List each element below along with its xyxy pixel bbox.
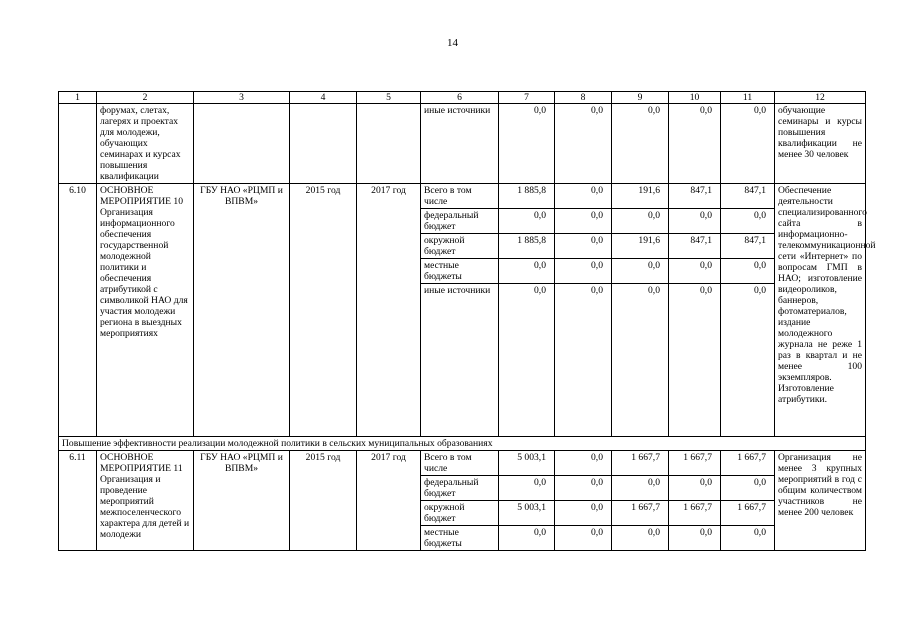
funding-value: 0,0 — [499, 526, 555, 551]
funding-value: 0,0 — [555, 501, 612, 526]
funding-value: 0,0 — [721, 526, 775, 551]
funding-value: 847,1 — [721, 234, 775, 259]
funding-value: 0,0 — [612, 209, 669, 234]
column-number: 11 — [721, 92, 775, 104]
section-row — [59, 437, 866, 451]
table-row — [59, 184, 866, 209]
funding-value: 0,0 — [612, 284, 669, 437]
funding-value: 0,0 — [669, 104, 721, 184]
column-number: 5 — [357, 92, 421, 104]
funding-value: 0,0 — [612, 526, 669, 551]
funding-source: окружной бюджет — [421, 234, 499, 259]
end-cell — [357, 104, 421, 184]
table-row — [59, 451, 866, 476]
column-number: 8 — [555, 92, 612, 104]
start-cell — [290, 104, 357, 184]
expected-result: Организация не менее 3 крупных мероприятий в год с общим количеством участников не менее 200 человек — [775, 451, 866, 551]
funding-value: 0,0 — [555, 259, 612, 284]
funding-value: 847,1 — [721, 184, 775, 209]
row-number: 6.10 — [59, 184, 97, 437]
funding-value: 0,0 — [669, 526, 721, 551]
funding-value: 0,0 — [499, 259, 555, 284]
start-year: 2015 год — [290, 451, 357, 551]
funding-value: 0,0 — [499, 209, 555, 234]
funding-value: 1 667,7 — [612, 501, 669, 526]
funding-source: местные бюджеты — [421, 259, 499, 284]
funding-value: 0,0 — [721, 476, 775, 501]
funding-value: 0,0 — [669, 476, 721, 501]
column-number: 12 — [775, 92, 866, 104]
funding-value: 0,0 — [555, 104, 612, 184]
funding-value: 0,0 — [555, 184, 612, 209]
column-number: 2 — [97, 92, 194, 104]
column-number: 1 — [59, 92, 97, 104]
program-table — [58, 91, 876, 551]
funding-value: 191,6 — [612, 184, 669, 209]
funding-value: 0,0 — [499, 476, 555, 501]
column-number: 7 — [499, 92, 555, 104]
funding-value: 0,0 — [721, 284, 775, 437]
funding-value: 0,0 — [669, 209, 721, 234]
funding-value: 1 667,7 — [669, 501, 721, 526]
funding-value: 1 667,7 — [721, 501, 775, 526]
table-row — [59, 104, 866, 184]
section-title: Повышение эффективности реализации молодежной политики в сельских муниципальных образованиях — [59, 437, 866, 451]
column-number: 10 — [669, 92, 721, 104]
funding-value: 0,0 — [721, 209, 775, 234]
funding-source: иные источники — [421, 104, 499, 184]
end-year: 2017 год — [357, 184, 421, 437]
funding-source: местные бюджеты — [421, 526, 499, 551]
funding-value: 1 885,8 — [499, 234, 555, 259]
funding-source: Всего в том числе — [421, 184, 499, 209]
funding-value: 0,0 — [669, 259, 721, 284]
funding-value: 0,0 — [669, 284, 721, 437]
funding-source: окружной бюджет — [421, 501, 499, 526]
funding-value: 0,0 — [612, 104, 669, 184]
executor-cell — [194, 104, 290, 184]
funding-value: 1 667,7 — [721, 451, 775, 476]
column-number: 9 — [612, 92, 669, 104]
funding-value: 0,0 — [612, 259, 669, 284]
column-number: 3 — [194, 92, 290, 104]
funding-value: 847,1 — [669, 184, 721, 209]
activity-name: ОСНОВНОЕ МЕРОПРИЯТИЕ 11 Организация и проведение мероприятий межпоселенческого характера для детей и молодежи — [97, 451, 194, 551]
header-row — [59, 92, 866, 104]
funding-value: 0,0 — [499, 284, 555, 437]
executor: ГБУ НАО «РЦМП и ВПВМ» — [194, 184, 290, 437]
funding-value: 0,0 — [555, 526, 612, 551]
funding-source: федеральный бюджет — [421, 476, 499, 501]
funding-value: 5 003,1 — [499, 451, 555, 476]
funding-value: 0,0 — [721, 104, 775, 184]
end-year: 2017 год — [357, 451, 421, 551]
funding-value: 847,1 — [669, 234, 721, 259]
funding-value: 0,0 — [555, 209, 612, 234]
funding-source: федеральный бюджет — [421, 209, 499, 234]
funding-value: 191,6 — [612, 234, 669, 259]
funding-value: 0,0 — [555, 476, 612, 501]
executor: ГБУ НАО «РЦМП и ВПВМ» — [194, 451, 290, 551]
funding-source: иные источники — [421, 284, 499, 437]
funding-value: 1 667,7 — [612, 451, 669, 476]
funding-value: 0,0 — [612, 476, 669, 501]
funding-value: 5 003,1 — [499, 501, 555, 526]
page-number: 14 — [447, 37, 458, 49]
row-number: 6.11 — [59, 451, 97, 551]
expected-result: Обеспечение деятельности специализированного сайта в информационно-телекоммуникационной сети «Интернет» по вопросам ГМП в НАО; изготовление видеороликов, баннеров, фотоматериалов, издание молодежного журнала не реже 1 раз в квартал и не менее 100 экземпляров. Изготовление атрибутики. — [775, 184, 866, 437]
funding-value: 0,0 — [555, 234, 612, 259]
activity-name: форумах, слетах, лагерях и проектах для молодежи, обучающих семинарах и курсах повышения квалификации — [97, 104, 194, 184]
funding-value: 0,0 — [721, 259, 775, 284]
column-number: 4 — [290, 92, 357, 104]
funding-source: Всего в том числе — [421, 451, 499, 476]
activity-name: ОСНОВНОЕ МЕРОПРИЯТИЕ 10 Организация информационного обеспечения государственной молодежной политики и обеспечения атрибутикой с символикой НАО для участия молодежи региона в выездных мероприятиях — [97, 184, 194, 437]
funding-value: 0,0 — [499, 104, 555, 184]
column-number: 6 — [421, 92, 499, 104]
funding-value: 0,0 — [555, 451, 612, 476]
expected-result: обучающие семинары и курсы повышения квалификации не менее 30 человек — [775, 104, 866, 184]
funding-value: 0,0 — [555, 284, 612, 437]
funding-value: 1 667,7 — [669, 451, 721, 476]
start-year: 2015 год — [290, 184, 357, 437]
row-number-cell — [59, 104, 97, 184]
funding-value: 1 885,8 — [499, 184, 555, 209]
